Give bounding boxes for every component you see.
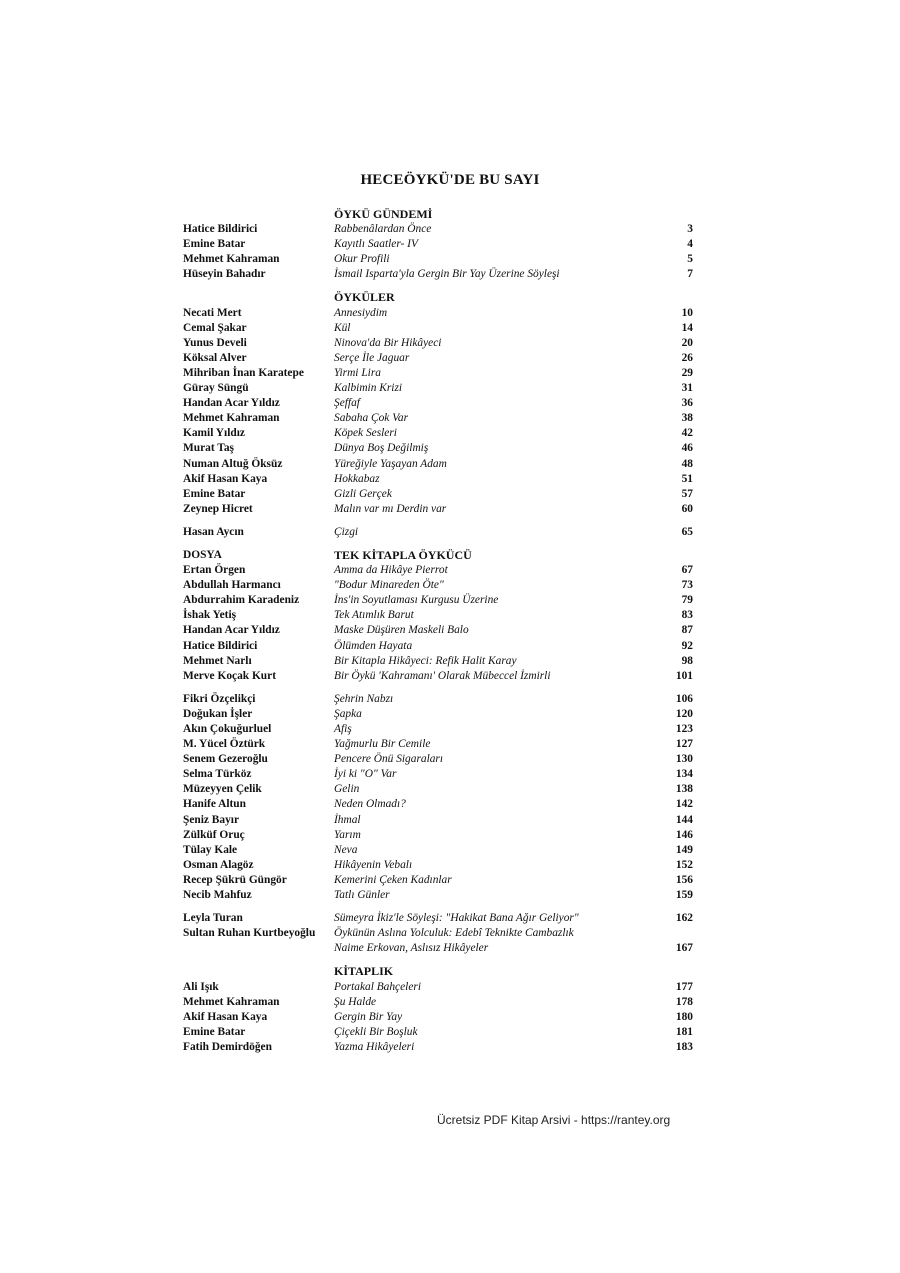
toc-entry: [183, 578, 693, 593]
entry-author: Müzeyyen Çelik: [183, 783, 262, 796]
entry-title: Amma da Hikâye Pierrot: [334, 564, 448, 577]
entry-page: 5: [687, 253, 693, 266]
entry-author: Ali Işık: [183, 980, 219, 993]
toc-entry: [183, 366, 693, 381]
entry-title: Ninova'da Bir Hikâyeci: [334, 336, 442, 349]
entry-author: Zülküf Oruç: [183, 828, 245, 841]
entry-author: Merve Koçak Kurt: [183, 669, 276, 682]
entry-author: Mehmet Kahraman: [183, 995, 280, 1008]
footer-text: Ücretsiz PDF Kitap Arsivi - https://rantey.org: [437, 1113, 671, 1127]
entry-page: 73: [681, 579, 693, 592]
entry-page: 36: [681, 397, 693, 410]
entry-page: 134: [675, 768, 693, 781]
entry-page: 180: [675, 1010, 693, 1023]
entry-page: 120: [675, 707, 693, 720]
entry-page: 46: [681, 442, 693, 455]
section-label-dosya: DOSYA: [183, 548, 222, 561]
toc-entry: [183, 237, 693, 252]
toc-entry: [183, 502, 693, 517]
section-heading-row: [183, 290, 693, 305]
toc-entry: [183, 321, 693, 336]
entry-author: Akif Hasan Kaya: [183, 472, 268, 485]
toc-entry: [183, 669, 693, 684]
toc-entry: [183, 1010, 693, 1025]
toc-entry: [183, 737, 693, 752]
toc-entry: [183, 1040, 693, 1055]
table-of-contents: [183, 207, 693, 1055]
entry-author: Hanife Altun: [183, 798, 246, 811]
toc-entry: [183, 457, 693, 472]
entry-page: 98: [681, 654, 693, 667]
entry-title: Öykünün Aslına Yolculuk: Edebî Teknikte Cambazlık: [334, 927, 574, 940]
toc-entry: [183, 351, 693, 366]
entry-page: 178: [675, 995, 693, 1008]
entry-author: Hatice Bildirici: [183, 223, 258, 236]
entry-page: 7: [687, 268, 693, 281]
entry-title: İyi ki "O" Var: [334, 768, 397, 781]
entry-title: İns'in Soyutlaması Kurgusu Üzerine: [334, 594, 499, 607]
section-heading-oyku-gundemi: ÖYKÜ GÜNDEMİ: [334, 207, 433, 221]
section-heading-kitaplik: KİTAPLIK: [334, 964, 394, 979]
entry-title: "Bodur Minareden Öte": [334, 579, 444, 592]
entry-page: 106: [675, 692, 693, 705]
entry-title: Okur Profili: [334, 253, 390, 266]
entry-author: Emine Batar: [183, 487, 246, 500]
toc-entry: [183, 980, 693, 995]
entry-author: Recep Şükrü Güngör: [183, 873, 287, 886]
entry-title: Maske Düşüren Maskeli Balo: [334, 624, 469, 637]
entry-page: 67: [681, 564, 693, 577]
entry-author: Hatice Bildirici: [183, 639, 258, 652]
entry-page: 26: [681, 351, 693, 364]
toc-entry: [183, 722, 693, 737]
entry-title: Hikâyenin Vebalı: [334, 858, 413, 871]
entry-author: Senem Gezeroğlu: [183, 753, 268, 766]
toc-entry: [183, 525, 693, 540]
section-gap: [183, 684, 693, 692]
entry-title: Gizli Gerçek: [334, 487, 392, 500]
entry-title: Kayıtlı Saatler- IV: [334, 238, 418, 251]
entry-page: 159: [675, 889, 693, 902]
section-heading-row: [183, 548, 693, 563]
entry-author: Yunus Develi: [183, 336, 247, 349]
toc-entry: [183, 336, 693, 351]
section-oyku-gundemi: [183, 222, 693, 282]
entry-title: Ölümden Hayata: [334, 639, 413, 652]
toc-entry: [183, 767, 693, 782]
entry-page: 51: [681, 472, 693, 485]
toc-entry: [183, 813, 693, 828]
entry-title: Bir Kitapla Hikâyeci: Refik Halit Karay: [334, 654, 517, 667]
toc-entry: [183, 873, 693, 888]
toc-entry: [183, 563, 693, 578]
entry-page: 92: [681, 639, 693, 652]
toc-entry: [183, 843, 693, 858]
entry-title: Köpek Sesleri: [334, 427, 397, 440]
toc-entry: [183, 472, 693, 487]
entry-title-line2: Naime Erkovan, Aslısız Hikâyeler: [334, 942, 489, 955]
section-heading-row: [183, 207, 693, 222]
entry-title: İhmal: [334, 813, 361, 826]
entry-author: Fatih Demirdöğen: [183, 1040, 272, 1053]
entry-author: Şeniz Bayır: [183, 813, 240, 826]
toc-entry: [183, 858, 693, 873]
entry-author: Akif Hasan Kaya: [183, 1010, 268, 1023]
section-group-4: [183, 692, 693, 903]
entry-title: Kül: [334, 321, 351, 334]
entry-author: Mihriban İnan Karatepe: [183, 366, 304, 379]
entry-author: Cemal Şakar: [183, 321, 247, 334]
entry-title: Tatlı Günler: [334, 889, 390, 902]
entry-title: Neva: [334, 843, 358, 856]
entry-page: 83: [681, 609, 693, 622]
entry-page: 48: [681, 457, 693, 470]
entry-title: Çizgi: [334, 525, 359, 538]
toc-entry: [183, 487, 693, 502]
entry-page: 127: [675, 738, 693, 751]
entry-page: 138: [675, 783, 693, 796]
entry-page: 181: [675, 1025, 693, 1038]
toc-entry: [183, 926, 693, 941]
entry-title: Kalbimin Krizi: [334, 382, 403, 395]
entry-author: Sultan Ruhan Kurtbeyoğlu: [183, 927, 316, 940]
section-gap: [183, 540, 693, 548]
entry-page: 79: [681, 594, 693, 607]
entry-author: Güray Süngü: [183, 382, 249, 395]
entry-author: Hüseyin Bahadır: [183, 268, 266, 281]
toc-entry-continuation: [183, 941, 693, 956]
entry-title: Şapka: [334, 707, 362, 720]
entry-page: 60: [681, 502, 693, 515]
entry-author: Zeynep Hicret: [183, 502, 253, 515]
toc-entry: [183, 608, 693, 623]
entry-author: Handan Acar Yıldız: [183, 397, 280, 410]
section-kitaplik: [183, 980, 693, 1055]
entry-title: Gelin: [334, 783, 360, 796]
section-gap: [183, 282, 693, 290]
entry-title: Şehrin Nabzı: [334, 692, 394, 705]
entry-page: 149: [675, 843, 693, 856]
entry-title: Yazma Hikâyeleri: [334, 1040, 415, 1053]
entry-author: M. Yücel Öztürk: [183, 738, 266, 751]
section-gap: [183, 956, 693, 964]
entry-page: 142: [675, 798, 693, 811]
toc-entry: [183, 411, 693, 426]
entry-author: Ertan Örgen: [183, 564, 246, 577]
toc-entry: [183, 888, 693, 903]
entry-title: Bir Öykü 'Kahramanı' Olarak Mübeccel İzmirli: [334, 669, 551, 682]
entry-author: Mehmet Kahraman: [183, 412, 280, 425]
entry-title: Sabaha Çok Var: [334, 412, 409, 425]
entry-author: Tülay Kale: [183, 843, 238, 856]
entry-author: Hasan Aycın: [183, 525, 244, 538]
entry-author: Emine Batar: [183, 1025, 246, 1038]
entry-page: 101: [675, 669, 693, 682]
section-heading-tek-kitapla: TEK KİTAPLA ÖYKÜCÜ: [334, 547, 472, 562]
entry-title: Yarım: [334, 828, 361, 841]
entry-title: Annesiydim: [334, 306, 388, 319]
toc-entry: [183, 1025, 693, 1040]
entry-author: Emine Batar: [183, 238, 246, 251]
entry-author: Leyla Turan: [183, 912, 243, 925]
entry-page: 123: [675, 723, 693, 735]
toc-entry: [183, 995, 693, 1010]
entry-author: Mehmet Kahraman: [183, 253, 280, 266]
toc-entry: [183, 222, 693, 237]
entry-page: 162: [675, 912, 693, 925]
toc-entry: [183, 752, 693, 767]
entry-title: Şeffaf: [334, 397, 360, 410]
entry-author: Fikri Özçelikçi: [183, 692, 256, 705]
entry-page: 144: [675, 813, 693, 826]
toc-entry: [183, 426, 693, 441]
entry-author: Necib Mahfuz: [183, 889, 252, 902]
toc-entry: [183, 828, 693, 843]
entry-title: Pencere Önü Sigaraları: [334, 753, 444, 766]
toc-entry: [183, 692, 693, 707]
entry-author: Necati Mert: [183, 306, 242, 319]
entry-page: 152: [675, 858, 693, 871]
entry-title: Kemerini Çeken Kadınlar: [334, 873, 452, 886]
entry-title: Rabbenâlardan Önce: [334, 223, 432, 236]
toc-entry: [183, 593, 693, 608]
entry-page: 87: [681, 624, 693, 637]
entry-page: 10: [681, 306, 693, 319]
entry-author: Doğukan İşler: [183, 707, 253, 720]
entry-page: 4: [687, 238, 693, 251]
entry-title: Afiş: [334, 723, 352, 735]
toc-entry: [183, 381, 693, 396]
entry-page: 29: [681, 366, 693, 379]
entry-title: Dünya Boş Değilmiş: [334, 442, 429, 455]
entry-author: İshak Yetiş: [183, 609, 237, 622]
entry-page: 31: [681, 382, 693, 395]
section-gap: [183, 517, 693, 525]
entry-page: 14: [681, 321, 693, 334]
entry-author: Selma Türköz: [183, 768, 252, 781]
entry-author: Akın Çokuğurluel: [183, 723, 272, 735]
entry-author: Köksal Alver: [183, 351, 247, 364]
toc-entry: [183, 252, 693, 267]
section-heading-row: [183, 964, 693, 979]
page-title: HECEÖYKÜ'DE BU SAYI: [360, 172, 540, 188]
entry-title: İsmail Isparta'yla Gergin Bir Yay Üzerine Söyleşi: [334, 268, 560, 281]
entry-page: 20: [681, 336, 693, 349]
entry-title: Portakal Bahçeleri: [334, 980, 421, 993]
toc-entry: [183, 797, 693, 812]
entry-author: Handan Acar Yıldız: [183, 624, 280, 637]
toc-entry: [183, 707, 693, 722]
entry-title: Yüreğiyle Yaşayan Adam: [334, 457, 447, 470]
section-oykuler: [183, 306, 693, 517]
toc-entry: [183, 441, 693, 456]
section-heading-oykuler: ÖYKÜLER: [334, 290, 395, 305]
entry-page: 146: [675, 828, 693, 841]
entry-title: Serçe İle Jaguar: [334, 351, 410, 364]
entry-page: 177: [675, 980, 693, 993]
entry-title: Malın var mı Derdin var: [334, 502, 447, 515]
entry-page: 167: [675, 942, 693, 955]
entry-author: Murat Taş: [183, 442, 234, 455]
entry-title: Neden Olmadı?: [334, 798, 406, 811]
toc-entry: [183, 654, 693, 669]
entry-page: 156: [675, 873, 693, 886]
entry-title: Gergin Bir Yay: [334, 1010, 403, 1023]
entry-page: 183: [675, 1040, 693, 1053]
entry-page: 130: [675, 753, 693, 766]
entry-title: Yağmurlu Bir Cemile: [334, 738, 431, 751]
entry-page: 42: [681, 427, 693, 440]
entry-page: 57: [681, 487, 693, 500]
section-dosya: [183, 563, 693, 684]
entry-page: 3: [687, 223, 693, 236]
entry-title: Şu Halde: [334, 995, 377, 1008]
entry-author: Osman Alagöz: [183, 858, 254, 871]
toc-entry: [183, 267, 693, 282]
entry-author: Kamil Yıldız: [183, 427, 245, 440]
toc-entry: [183, 306, 693, 321]
section-gap: [183, 903, 693, 911]
entry-title: Yirmi Lira: [334, 366, 381, 379]
entry-title: Hokkabaz: [334, 472, 380, 485]
toc-entry: [183, 623, 693, 638]
toc-entry: [183, 639, 693, 654]
entry-page: 65: [681, 525, 693, 538]
toc-entry: [183, 782, 693, 797]
toc-entry: [183, 396, 693, 411]
entry-title: Sümeyra İkiz'le Söyleşi: "Hakikat Bana Ağır Geliyor": [334, 912, 579, 925]
entry-author: Abdurrahim Karadeniz: [183, 594, 300, 607]
entry-author: Numan Altuğ Öksüz: [183, 457, 283, 470]
toc-entry: [183, 911, 693, 926]
entry-author: Mehmet Narlı: [183, 654, 252, 667]
entry-author: Abdullah Harmancı: [183, 579, 281, 592]
entry-title: Çiçekli Bir Boşluk: [334, 1025, 418, 1038]
entry-title: Tek Atımlık Barut: [334, 609, 414, 622]
entry-page: 38: [681, 412, 693, 425]
